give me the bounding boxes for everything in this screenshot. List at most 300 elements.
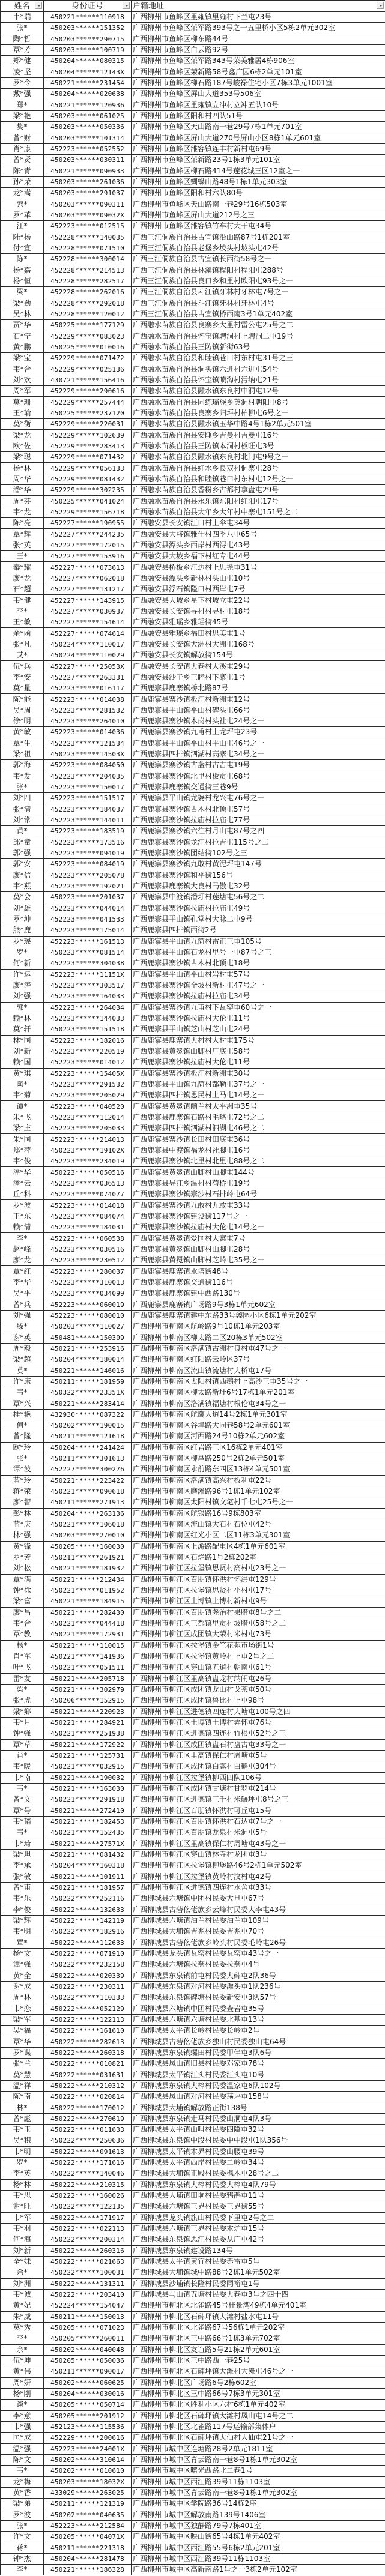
address-cell[interactable]: 广西鹿寨县中渡镇福龙村社脚屯16号 xyxy=(132,1145,385,1156)
id-number-cell[interactable]: 450223******151518 xyxy=(44,1024,132,1035)
id-number-cell[interactable]: 450222******260316 xyxy=(44,2245,132,2256)
id-number-cell[interactable]: 452223******074077 xyxy=(44,1189,132,1200)
name-cell[interactable]: 韦* xyxy=(1,1387,44,1398)
address-cell[interactable]: 广西鹿寨县寨沙镇古木村北顶屯18号 xyxy=(132,958,385,969)
name-cell[interactable]: 黄*伟 xyxy=(1,2366,44,2377)
id-number-cell[interactable]: 450222******200314 xyxy=(44,2234,132,2245)
id-number-cell[interactable]: 452229******290616 xyxy=(44,386,132,397)
filter-dropdown-icon[interactable] xyxy=(123,2,130,9)
id-number-cell[interactable]: 450221******212434 xyxy=(44,1574,132,1585)
name-cell[interactable]: 梁*富 xyxy=(1,1596,44,1607)
address-cell[interactable]: 广西鹿寨县寨沙镇拉庙村大伦屯11号 xyxy=(132,1013,385,1024)
id-number-cell[interactable]: 450222******140046 xyxy=(44,2168,132,2179)
address-cell[interactable]: 广西柳州市城中区西江路39号11栋1103室 xyxy=(132,2553,385,2564)
address-cell[interactable]: 广西鹿寨县平山镇九简村都勒屯37号之一 xyxy=(132,1079,385,1090)
id-number-cell[interactable]: 450211******090017 xyxy=(44,2366,132,2377)
name-cell[interactable]: 李* xyxy=(1,606,44,617)
address-cell[interactable]: 广西柳城县东泉镇思江村民委从广屯42号 xyxy=(132,2234,385,2245)
address-cell[interactable]: 广西柳州市城中区映山街65号4栋1单元402室 xyxy=(132,2532,385,2542)
name-cell[interactable]: 梁*劲 xyxy=(1,298,44,309)
id-number-cell[interactable]: 452228******120012 xyxy=(44,309,132,319)
address-cell[interactable]: 广西柳州市柳南区流山镇大石村石位屯42号 xyxy=(132,1519,385,1530)
name-cell[interactable]: 李*俊 xyxy=(1,1904,44,1915)
address-cell[interactable]: 广西柳州市城中区青云路南一巷8号1栋1单元302室 xyxy=(132,2454,385,2465)
address-cell[interactable]: 广西柳州市柳江区百朋镇龙泉村米洞屯5号 xyxy=(132,1827,385,1838)
id-number-cell[interactable]: 452229******302235 xyxy=(44,485,132,496)
name-cell[interactable]: 戴*强 xyxy=(1,89,44,100)
id-number-cell[interactable]: 452223******182016 xyxy=(44,1035,132,1046)
name-cell[interactable]: 黄*鹏 xyxy=(1,342,44,352)
name-cell[interactable]: 陶* xyxy=(1,1079,44,1090)
name-cell[interactable]: 覃*号 xyxy=(1,1805,44,1816)
name-cell[interactable]: 郭*海 xyxy=(1,760,44,771)
address-cell[interactable]: 广西柳城县东泉镇碑塘村民委新安屯3队57号 xyxy=(132,1992,385,2003)
id-number-cell[interactable]: 450202******060625 xyxy=(44,2377,132,2388)
name-cell[interactable]: 周*妍 xyxy=(1,2377,44,2388)
id-number-cell[interactable]: 450204******020638 xyxy=(44,89,132,100)
address-cell[interactable]: 广西三江侗族自治县古宜镇长西街58号之一 xyxy=(132,254,385,265)
address-cell[interactable]: 广西鹿寨县鹿寨镇交通街116号 xyxy=(132,1277,385,1288)
address-cell[interactable]: 广西柳州市鱼峰区柳石路187号峻禄住宅小区7栋3单元1001室 xyxy=(132,77,385,88)
address-cell[interactable]: 广西柳州市柳南区红阳路云岭区37号 xyxy=(132,1354,385,1365)
address-cell[interactable]: 广西柳州市柳江区拉堡镇金竺花苑市场街1号 xyxy=(132,1640,385,1651)
name-cell[interactable]: 韦*合 xyxy=(1,364,44,375)
name-cell[interactable]: 韦*明 xyxy=(1,1926,44,1937)
address-cell[interactable]: 广西柳州市鱼峰区荣军路343号荣美雅居4栋906室 xyxy=(132,56,385,67)
name-cell[interactable]: 廖*昌 xyxy=(1,1607,44,1618)
address-cell[interactable]: 广西鹿寨县黄冕镇爱国村大寓屯7号 xyxy=(132,1233,385,1244)
id-number-cell[interactable]: 452223******151517 xyxy=(44,793,132,804)
address-cell[interactable]: 广西柳州市鱼峰区阳和村六队80号 xyxy=(132,188,385,199)
address-cell[interactable]: 广西柳城县太平镇黄宜村民委赤雷屯5号 xyxy=(132,2256,385,2267)
address-cell[interactable]: 广西柳州市柳南区柳太路二区20栋3单元502室 xyxy=(132,1332,385,1343)
name-cell[interactable]: 何*海 xyxy=(1,2234,44,2245)
id-number-cell[interactable]: 452123******115536 xyxy=(44,2421,132,2432)
id-number-cell[interactable]: 450211******301613 xyxy=(44,1453,132,1464)
address-cell[interactable]: 广西柳城县大埔镇吉兆村民委吉兆屯70号 xyxy=(132,1926,385,1937)
address-cell[interactable]: 广西柳州市城中区曙光西路北二巷1号 xyxy=(132,2466,385,2476)
address-cell[interactable]: 广西融安县雅瑶乡福田村思美屯1号 xyxy=(132,628,385,639)
name-cell[interactable]: 曾*财 xyxy=(1,133,44,143)
id-number-cell[interactable]: 450222******210315 xyxy=(44,2179,132,2190)
name-cell[interactable]: 欧*玲 xyxy=(1,1442,44,1453)
id-number-cell[interactable]: 450204******180014 xyxy=(44,1354,132,1365)
name-cell[interactable]: 谈* xyxy=(1,2400,44,2410)
name-cell[interactable]: 罗*革 xyxy=(1,210,44,220)
name-cell[interactable]: 梁* xyxy=(1,1684,44,1695)
address-cell[interactable]: 广西柳州市柳江区里高镇保仁村周塘屯43号之一 xyxy=(132,1838,385,1849)
name-cell[interactable]: 徐*明 xyxy=(1,716,44,727)
id-number-cell[interactable]: 430721******156416 xyxy=(44,375,132,385)
name-cell[interactable]: 梁*弟 xyxy=(1,2499,44,2509)
id-number-cell[interactable]: 452223******214013 xyxy=(44,1134,132,1145)
address-cell[interactable]: 广西柳城县六塘镇中团村民委查岩屯35号 xyxy=(132,2003,385,2014)
address-cell[interactable]: 广西柳城县太平镇长岭村民委长岭屯2号 xyxy=(132,2026,385,2036)
id-number-cell[interactable]: 452223******291532 xyxy=(44,1079,132,1090)
name-cell[interactable]: 罗*令 xyxy=(1,77,44,88)
address-cell[interactable]: 广西鹿寨县寨沙镇拉庙村大伦屯11号 xyxy=(132,1057,385,1068)
address-cell[interactable]: 广西鹿寨县导江乡温村村苟桥屯19号 xyxy=(132,1178,385,1189)
address-cell[interactable]: 广西鹿寨县寨沙镇古木村北顶屯57号 xyxy=(132,804,385,815)
name-cell[interactable]: 罗*瑶 xyxy=(1,936,44,947)
name-cell[interactable]: 伍*坤 xyxy=(1,2355,44,2366)
name-cell[interactable]: 韦* xyxy=(1,1827,44,1838)
id-number-cell[interactable]: 452227******073613 xyxy=(44,562,132,573)
id-number-cell[interactable]: 450221******106018 xyxy=(44,1519,132,1530)
id-number-cell[interactable]: 450221******163030 xyxy=(44,1783,132,1794)
address-cell[interactable]: 广西柳州市鱼峰区阳和村四队51号 xyxy=(132,110,385,121)
address-cell[interactable]: 广西融安县长安镇江口村上伞屯34号 xyxy=(132,518,385,529)
name-cell[interactable]: 雷*友 xyxy=(1,1673,44,1684)
name-cell[interactable]: 孙*荣 xyxy=(1,176,44,187)
name-cell[interactable]: 莫* xyxy=(1,1365,44,1376)
name-cell[interactable]: 匡*成 xyxy=(1,2433,44,2443)
name-cell[interactable]: 肖*康 xyxy=(1,143,44,154)
id-number-cell[interactable]: 450221******110918 xyxy=(44,12,132,23)
id-number-cell[interactable]: 450221******182453 xyxy=(44,1816,132,1827)
name-cell[interactable]: 韦*南 xyxy=(1,1772,44,1783)
address-cell[interactable]: 广西融水苗族自治县红水乡良双村侗寨屯28号 xyxy=(132,463,385,474)
name-cell[interactable]: 覃*华 xyxy=(1,2036,44,2047)
id-number-cell[interactable]: 452223******144011 xyxy=(44,815,132,825)
address-cell[interactable]: 广西融安县长安镇大巷村大溪屯29号 xyxy=(132,661,385,672)
address-cell[interactable]: 广西柳州市柳北区胜利小区六村6栋1单元402室 xyxy=(132,2400,385,2410)
name-cell[interactable]: 韦*军 xyxy=(1,2212,44,2223)
id-number-cell[interactable]: 450222******161610 xyxy=(44,2026,132,2036)
address-cell[interactable]: 广西融水苗族自治县大年乡大年村中寨屯151号之二 xyxy=(132,507,385,517)
id-number-cell[interactable]: 450211******261921 xyxy=(44,1552,132,1563)
id-number-cell[interactable]: 450203******151352 xyxy=(44,23,132,34)
address-cell[interactable]: 广西柳州市鱼峰区柳东路44号 xyxy=(132,34,385,44)
address-cell[interactable]: 广西鹿寨县鹿寨镇大良村马傲屯32号 xyxy=(132,881,385,891)
address-cell[interactable]: 广西柳州市柳江区进德镇四连村大塘屯100号之四 xyxy=(132,1706,385,1717)
address-cell[interactable]: 广西鹿寨县平山镇孔堂村大脉二屯9号 xyxy=(132,914,385,925)
id-number-cell[interactable]: 450211******150013 xyxy=(44,2311,132,2322)
address-cell[interactable]: 广西柳城县太平镇江头村民委江头屯10号 xyxy=(132,2069,385,2080)
address-cell[interactable]: 广西三江侗族自治县古宜镇桥西南3号1单元402室 xyxy=(132,309,385,319)
name-cell[interactable]: 朱*飞 xyxy=(1,1112,44,1123)
name-cell[interactable]: 张*虎 xyxy=(1,1695,44,1706)
id-number-cell[interactable]: 452223******014036 xyxy=(44,727,132,738)
address-cell[interactable]: 广西融水苗族自治县良寨乡归坪村柏柳屯6号之一 xyxy=(132,408,385,418)
address-cell[interactable]: 广西柳州市柳南区红岩路三区16栋2单元401室 xyxy=(132,1442,385,1453)
address-cell[interactable]: 广西融安县沙子乡三睦村下寨屯1号 xyxy=(132,672,385,683)
address-cell[interactable]: 广西柳城县沙埔镇长隆村民委同裕屯1号 xyxy=(132,2278,385,2289)
name-cell[interactable]: 李* xyxy=(1,1233,44,1244)
address-cell[interactable]: 广西鹿寨县四排镇西街2号 xyxy=(132,925,385,936)
id-number-cell[interactable]: 450225******041024 xyxy=(44,496,132,507)
address-cell[interactable]: 广西柳州市柳江区土博镇土博村弄怀屯76号 xyxy=(132,1717,385,1728)
address-cell[interactable]: 广西融安县大坡乡星下村坡立屯22号 xyxy=(132,595,385,606)
name-cell[interactable]: 索* xyxy=(1,199,44,210)
address-cell[interactable]: 广西柳城县古砦仫佬族乡岭头村民委毛岭屯26号 xyxy=(132,1937,385,1948)
name-cell[interactable]: 梁*宝 xyxy=(1,353,44,364)
id-number-cell[interactable]: 452227******074614 xyxy=(44,628,132,639)
address-cell[interactable]: 广西柳城县龙头镇旗山村民委下里屯2号之二 xyxy=(132,2212,385,2223)
id-number-cell[interactable]: 452228******262016 xyxy=(44,287,132,298)
name-cell[interactable]: 朱*国 xyxy=(1,1134,44,1145)
id-number-cell[interactable]: 452223******060019 xyxy=(44,1299,132,1310)
address-cell[interactable]: 广西柳州市柳南区红光小区二区11栋3单元301室 xyxy=(132,1530,385,1541)
id-number-cell[interactable]: 450204******080315 xyxy=(44,56,132,67)
id-number-cell[interactable]: 450205******071023 xyxy=(44,2322,132,2333)
id-number-cell[interactable]: 452223******014038 xyxy=(44,694,132,705)
name-cell[interactable]: 刘*强 xyxy=(1,991,44,1002)
name-cell[interactable]: 李* xyxy=(1,2333,44,2344)
address-cell[interactable]: 广西柳州市鱼峰区里雍镇立冲村立冲五队10号 xyxy=(132,100,385,110)
address-cell[interactable]: 广西柳城县大埔镇田垌村民委鸦鹊屯11号 xyxy=(132,2190,385,2201)
name-cell[interactable]: 刘*欢 xyxy=(1,375,44,385)
name-cell[interactable]: 李*英 xyxy=(1,2168,44,2179)
name-cell[interactable]: 李*安 xyxy=(1,672,44,683)
address-cell[interactable]: 广西鹿寨县鹿寨镇建中东路33号鑫园小区6栋1单元202室 xyxy=(132,1310,385,1321)
address-cell[interactable]: 广西柳州市柳江区土博镇土博村新村屯9号 xyxy=(132,1596,385,1607)
address-cell[interactable]: 广西鹿寨县寨沙镇九甫村上龙坪屯23号 xyxy=(132,727,385,738)
name-cell[interactable]: 曾*彪 xyxy=(1,2113,44,2124)
id-number-cell[interactable]: 452227******263331 xyxy=(44,672,132,683)
address-cell[interactable]: 广西柳州市柳南区太阳村镇西鹅村上高沙三屯35号之一 xyxy=(132,1376,385,1387)
id-number-cell[interactable]: 452223******084050 xyxy=(44,760,132,771)
id-number-cell[interactable]: 452223******036513 xyxy=(44,1178,132,1189)
address-cell[interactable]: 广西融水苗族自治县融水镇东良村中洞屯12号 xyxy=(132,386,385,397)
name-cell[interactable]: 韦*发 xyxy=(1,771,44,782)
name-cell[interactable]: 周*芬 xyxy=(1,496,44,507)
id-number-cell[interactable]: 450223******19102X xyxy=(44,1145,132,1156)
address-cell[interactable]: 广西融水苗族自治县香粉乡古都村拿盘屯29号 xyxy=(132,485,385,496)
id-number-cell[interactable]: 450205******260011 xyxy=(44,2333,132,2344)
address-cell[interactable]: 广西鹿寨县平山镇九简村雷正三屯105号 xyxy=(132,936,385,947)
address-cell[interactable]: 广西柳州市柳北区北雀路67号56栋1单元202室 xyxy=(132,2322,385,2333)
id-number-cell[interactable]: 450222******282613 xyxy=(44,2036,132,2047)
id-number-cell[interactable]: 450222******071910 xyxy=(44,1948,132,1959)
address-cell[interactable]: 广西柳州市鱼峰区白云路92号 xyxy=(132,44,385,55)
address-cell[interactable]: 广西鹿寨县寨沙镇拉庙村拉庙屯34号 xyxy=(132,991,385,1002)
address-cell[interactable]: 广西柳州市鱼峰区荣军路393号之一五里桥小区5栋2单元302室 xyxy=(132,23,385,34)
id-number-cell[interactable]: 450222******203410 xyxy=(44,2289,132,2300)
name-cell[interactable]: 郑*萍 xyxy=(1,1145,44,1156)
id-number-cell[interactable]: 450211******121618 xyxy=(44,1431,132,1442)
name-cell[interactable]: 张*清 xyxy=(1,804,44,815)
id-number-cell[interactable]: 450222******112633 xyxy=(44,1937,132,1948)
id-number-cell[interactable]: 450222******100031 xyxy=(44,2267,132,2278)
id-number-cell[interactable]: 450202******040635 xyxy=(44,2509,132,2520)
address-cell[interactable]: 广西柳州市柳南区流山镇流塘村大桥屯17号 xyxy=(132,1365,385,1376)
address-cell[interactable]: 广西柳州市鱼峰区荣新路23号1栋3单元101室 xyxy=(132,155,385,166)
address-cell[interactable]: 广西融水苗族自治县和睦镇巷口村东村屯31号之三 xyxy=(132,353,385,364)
address-cell[interactable]: 广西融安县雅瑶乡雅瑶街45号 xyxy=(132,617,385,628)
address-cell[interactable]: 广西柳州市柳江区里高镇盘龙村纳闹屯26号 xyxy=(132,1673,385,1684)
address-cell[interactable]: 广西鹿寨县四排镇泗湖村高寨屯34号之一 xyxy=(132,749,385,759)
name-cell[interactable]: 秦*耀 xyxy=(1,562,44,573)
filter-dropdown-icon[interactable] xyxy=(35,2,42,9)
name-cell[interactable]: 张* xyxy=(1,2520,44,2531)
id-number-cell[interactable]: 452223******11151X xyxy=(44,969,132,980)
name-cell[interactable]: 梁*龙 xyxy=(1,430,44,441)
address-cell[interactable]: 广西柳州市柳江区拉堡镇思贤村高村屯23号之一 xyxy=(132,1563,385,1574)
address-cell[interactable]: 广西三江侗族自治县古宜镇沿山路87号1栋201室 xyxy=(132,232,385,243)
name-cell[interactable]: 王*瑜 xyxy=(1,408,44,418)
id-number-cell[interactable]: 452223******192021 xyxy=(44,881,132,891)
id-number-cell[interactable]: 450203******290715 xyxy=(44,34,132,44)
name-cell[interactable]: 罗*波 xyxy=(1,2509,44,2520)
id-number-cell[interactable]: 450225******237120 xyxy=(44,408,132,418)
id-number-cell[interactable]: 452223******144033 xyxy=(44,1013,132,1024)
name-cell[interactable]: 韦*俊 xyxy=(1,1156,44,1167)
name-cell[interactable]: 曾*甫 xyxy=(1,1882,44,1893)
id-number-cell[interactable]: 452223******281532 xyxy=(44,705,132,716)
name-cell[interactable]: 黄*妃 xyxy=(1,2300,44,2311)
name-cell[interactable]: 邱*童 xyxy=(1,837,44,848)
id-number-cell[interactable]: 450203******101314 xyxy=(44,133,132,143)
id-number-cell[interactable]: 452223******234019 xyxy=(44,1156,132,1167)
address-cell[interactable]: 广西柳州市柳北区北雀路45号桂景湾49栋4单元401室 xyxy=(132,2300,385,2311)
name-cell[interactable]: 杨*林 xyxy=(1,2179,44,2190)
id-number-cell[interactable]: 452228******292018 xyxy=(44,298,132,309)
address-cell[interactable]: 广西鹿寨县平山镇龙婆村龙兴屯76号之一 xyxy=(132,793,385,804)
name-cell[interactable]: 吴*福 xyxy=(1,2026,44,2036)
id-number-cell[interactable]: 452223******183519 xyxy=(44,826,132,837)
id-number-cell[interactable]: 450222******142119 xyxy=(44,1915,132,1926)
id-number-cell[interactable]: 452223******121534 xyxy=(44,738,132,749)
id-number-cell[interactable]: 452223******24001X xyxy=(44,2443,132,2454)
id-number-cell[interactable]: 452227******143915 xyxy=(44,595,132,606)
name-cell[interactable]: 谭*波 xyxy=(1,1464,44,1475)
id-number-cell[interactable]: 452223******016117 xyxy=(44,683,132,694)
address-cell[interactable]: 广西柳州市城中区解放南路139号1406室 xyxy=(132,2509,385,2520)
address-cell[interactable]: 广西柳州市鱼峰区屏山大道212号之三 xyxy=(132,210,385,220)
id-number-cell[interactable]: 450203******261036 xyxy=(44,176,132,187)
name-cell[interactable]: 赖*林 xyxy=(1,1013,44,1024)
id-number-cell[interactable]: 450222******132633 xyxy=(44,1904,132,1915)
address-cell[interactable]: 广西鹿寨县寨沙镇六往村月山屯87号之四 xyxy=(132,826,385,837)
address-cell[interactable]: 广西鹿寨县寨沙镇九敢村黄泥坪屯147号 xyxy=(132,859,385,870)
name-cell[interactable]: 黄*琪 xyxy=(1,1068,44,1079)
address-cell[interactable]: 广西柳州市柳江区成团镇甘塘村甘罗屯214号 xyxy=(132,1783,385,1794)
name-cell[interactable]: 廖*信 xyxy=(1,870,44,881)
id-number-cell[interactable]: 452223******205029 xyxy=(44,1090,132,1101)
id-number-cell[interactable]: 452223******15405X xyxy=(44,1068,132,1079)
address-cell[interactable]: 广西融水苗族自治县和睦镇巷口村东村屯12号之一 xyxy=(132,474,385,484)
id-number-cell[interactable]: 452229******102639 xyxy=(44,430,132,441)
address-cell[interactable]: 广西融水苗族自治县三防镇新街63号 xyxy=(132,342,385,352)
address-cell[interactable]: 广西融安县大将镇雅仕村四季八屯65号 xyxy=(132,529,385,540)
id-number-cell[interactable]: 450223******14503X xyxy=(44,749,132,759)
name-cell[interactable]: 樊* xyxy=(1,122,44,133)
address-cell[interactable]: 广西柳城县东泉镇中段村民委中中段屯1队356号 xyxy=(132,2135,385,2146)
name-cell[interactable]: 韦*诚 xyxy=(1,2289,44,2300)
name-cell[interactable]: 王* xyxy=(1,551,44,562)
address-cell[interactable]: 广西鹿寨县寨沙镇板江村新洲屯12号 xyxy=(132,694,385,705)
id-number-cell[interactable]: 452228******300014 xyxy=(44,254,132,265)
address-cell[interactable]: 广西柳州市柳江区成团镇白露村白鹅屯304号 xyxy=(132,1761,385,1772)
address-cell[interactable]: 广西融安县潭头乡西岸村西浔屯43号 xyxy=(132,540,385,550)
name-cell[interactable]: 余*函 xyxy=(1,628,44,639)
address-cell[interactable]: 广西柳州市柳江区成团镇盘石村盘古屯33号之一 xyxy=(132,1739,385,1750)
address-cell[interactable]: 广西柳州市柳江区穿山镇林寺村龙团屯3号 xyxy=(132,1849,385,1860)
id-number-cell[interactable]: 452223******205033 xyxy=(44,1123,132,1134)
address-cell[interactable]: 广西融水苗族自治县安陲乡吉曼村吉曼屯16号 xyxy=(132,430,385,441)
address-cell[interactable]: 广西融安县长安镇寻村村寻村屯18号 xyxy=(132,606,385,617)
address-cell[interactable]: 广西柳城县大埔镇正殿村民委枫木屯28号之二 xyxy=(132,2168,385,2179)
id-number-cell[interactable]: 452227******131217 xyxy=(44,584,132,595)
name-cell[interactable]: 梁*庄 xyxy=(1,1123,44,1134)
id-number-cell[interactable]: 452223******060538 xyxy=(44,1233,132,1244)
id-number-cell[interactable]: 452223******184037 xyxy=(44,804,132,815)
id-number-cell[interactable]: 450203******090311 xyxy=(44,199,132,210)
name-cell[interactable]: 梁*军 xyxy=(1,2014,44,2025)
address-cell[interactable]: 广西鹿寨县寨沙镇古盏村古吉屯19号 xyxy=(132,760,385,771)
name-cell[interactable]: 叶*飞 xyxy=(1,1662,44,1673)
name-cell[interactable]: 艾* xyxy=(1,650,44,661)
address-cell[interactable]: 广西柳城县太平镇山咀村民委四隘屯32号 xyxy=(132,2125,385,2135)
address-cell[interactable]: 广西柳州市鱼峰区蝴蝶山路48号1栋1单元303室 xyxy=(132,176,385,187)
id-number-cell[interactable]: 450221******27571X xyxy=(44,1838,132,1849)
address-cell[interactable]: 广西柳州市柳南区柳太路新圩6号17栋1单元201室 xyxy=(132,1387,385,1398)
id-number-cell[interactable]: 450222******252116 xyxy=(44,1893,132,1904)
name-cell[interactable]: 陶*哲 xyxy=(1,34,44,44)
address-cell[interactable]: 广西鹿寨县黄冕镇山脚村山脚屯144号 xyxy=(132,1167,385,1178)
address-cell[interactable]: 广西鹿寨县寨沙镇拉庙村拉庙屯49号 xyxy=(132,903,385,914)
id-number-cell[interactable]: 450221******205718 xyxy=(44,1673,132,1684)
name-cell[interactable]: 潘*华 xyxy=(1,485,44,496)
name-cell[interactable]: 周*毅 xyxy=(1,1343,44,1354)
address-cell[interactable]: 广西柳州市鱼峰区天山路南一巷29号7栋1单元701室 xyxy=(132,122,385,133)
id-number-cell[interactable]: 450203******110027 xyxy=(44,1321,132,1332)
address-cell[interactable]: 广西柳城县古砦仫佬族乡独山村民委独山屯64号 xyxy=(132,2036,385,2047)
address-cell[interactable]: 广西柳城县东泉镇大樟村民委温家屯6队102号 xyxy=(132,2080,385,2091)
id-number-cell[interactable]: 450221******090933 xyxy=(44,166,132,176)
name-cell[interactable]: 温*强 xyxy=(1,2443,44,2454)
name-cell[interactable]: 韦*龙 xyxy=(1,507,44,517)
address-cell[interactable]: 广西鹿寨县鹿寨镇交通街三巷9号 xyxy=(132,782,385,792)
address-cell[interactable]: 广西柳州市柳江区成团镇鲁比村上屯98号 xyxy=(132,1695,385,1706)
name-cell[interactable]: 韦*明 xyxy=(1,2146,44,2157)
address-cell[interactable]: 广西柳州市柳江区进德镇四连村竹根屯52号之三 xyxy=(132,1728,385,1739)
address-cell[interactable]: 广西柳州市城中区西江路55号6栋2单元201室 xyxy=(132,2542,385,2553)
name-cell[interactable]: 刘*新 xyxy=(1,1046,44,1057)
name-cell[interactable]: 李* xyxy=(1,2565,44,2575)
address-cell[interactable]: 广西柳州市柳北区广场路6号2栋602室 xyxy=(132,2377,385,2388)
id-number-cell[interactable]: 450204******241424 xyxy=(44,1442,132,1453)
address-cell[interactable]: 广西柳城县马山镇五塘村民委大巷屯3号之四十四 xyxy=(132,2289,385,2300)
address-cell[interactable]: 广西柳州市柳北区石碑坪镇大仙村大仙屯21号之一 xyxy=(132,2433,385,2443)
name-cell[interactable]: 付*宜 xyxy=(1,243,44,253)
address-cell[interactable]: 广西柳州市柳江区百朋镇尧治村果腊屯8号之二 xyxy=(132,1607,385,1618)
address-cell[interactable]: 广西柳州市柳北区石碑坪镇大滩村凤山屯14号之二 xyxy=(132,2410,385,2421)
name-cell[interactable]: 吴*平 xyxy=(1,1288,44,1299)
id-number-cell[interactable]: 450204******160318 xyxy=(44,1860,132,1871)
name-cell[interactable]: 蓝*庆 xyxy=(1,1519,44,1530)
id-number-cell[interactable]: 452223******052552 xyxy=(44,143,132,154)
id-number-cell[interactable]: 452223******041533 xyxy=(44,914,132,925)
id-number-cell[interactable]: 450221******146016 xyxy=(44,1365,132,1376)
address-cell[interactable]: 广西鹿寨县平山镇平山村平山屯46号之一 xyxy=(132,738,385,749)
address-cell[interactable]: 广西柳州市城中区高新南路1号之一3栋2单元102室 xyxy=(132,2565,385,2575)
id-number-cell[interactable]: 450223******081514 xyxy=(44,947,132,958)
name-cell[interactable]: 覃*红 xyxy=(1,1266,44,1277)
name-cell[interactable]: 陈*文 xyxy=(1,2454,44,2465)
id-number-cell[interactable]: 450221******141936 xyxy=(44,1651,132,1662)
address-cell[interactable]: 广西柳州市柳江区拉堡镇思贤村小村屯17号 xyxy=(132,1585,385,1596)
name-cell[interactable]: 许*康 xyxy=(1,1376,44,1387)
id-number-cell[interactable]: 452223******173516 xyxy=(44,837,132,848)
id-number-cell[interactable]: 452229******283413 xyxy=(44,441,132,451)
name-cell[interactable]: 杨*林 xyxy=(1,463,44,474)
address-cell[interactable]: 广西柳州市柳江区拉堡镇柳西四队106号 xyxy=(132,1772,385,1783)
filter-dropdown-icon[interactable] xyxy=(377,2,384,9)
id-number-cell[interactable]: 452223******230512 xyxy=(44,1255,132,1266)
id-number-cell[interactable]: 450222******020814 xyxy=(44,2092,132,2102)
